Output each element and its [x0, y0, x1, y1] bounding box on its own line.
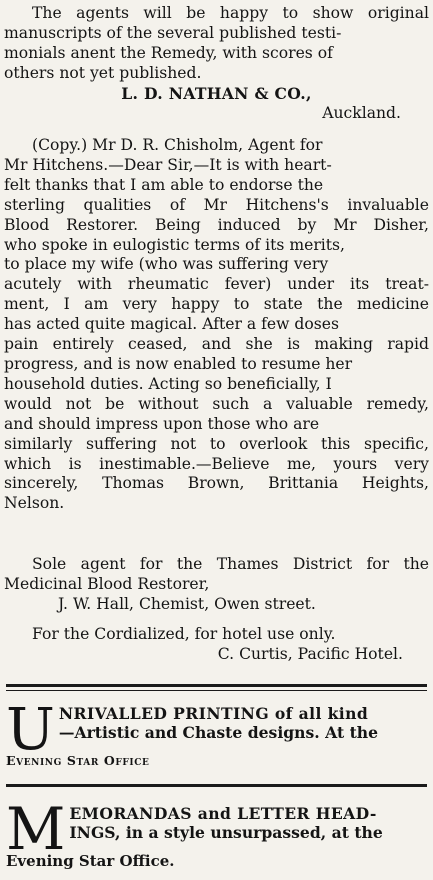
- memorandas-advertisement: [6, 795, 429, 870]
- intro-notice: [4, 4, 429, 123]
- chemist-signature: J. W. Hall, Chemist, Owen street.: [58, 594, 316, 613]
- letter-line: has acted quite magical. After a few doses: [4, 315, 340, 334]
- letter-line: acutely with rheumatic fever) under its treat-: [4, 275, 429, 294]
- letter-line: would not be without such a valuable remedy,: [4, 394, 429, 413]
- ad-line: Evening Star Office: [6, 753, 150, 768]
- letter-line: sincerely, Thomas Brown, Brittania Heights,: [4, 474, 429, 493]
- letter-line: to place my wife (who was suffering very: [4, 255, 329, 274]
- agent-signature-name: L. D. NATHAN & CO.,: [121, 83, 312, 103]
- cordialized-line: For the Cordialized, for hotel use only.: [32, 625, 336, 643]
- printing-advertisement: [6, 695, 429, 770]
- ad-line: NRIVALLED PRINTING of all kind: [58, 704, 369, 723]
- letter-line: household duties. Acting so beneficially, I: [4, 374, 332, 393]
- ad-line: INGS, in a style unsurpassed, at the: [69, 823, 383, 842]
- letter-line: who spoke in eulogistic terms of its merits,: [4, 235, 345, 254]
- letter-line: which is inestimable.—Believe me, yours very: [4, 454, 429, 473]
- ad-line: EMORANDAS and LETTER HEAD-: [69, 804, 377, 823]
- testimonial-letter: [4, 136, 429, 514]
- letter-line: felt thanks that I am able to endorse the: [4, 175, 324, 194]
- letter-line: Blood Restorer. Being induced by Mr Disher,: [4, 215, 429, 234]
- letter-line: Mr Hitchens.—Dear Sir,—It is with heart-: [4, 155, 332, 174]
- agent-signature-place: Auckland.: [322, 103, 401, 122]
- letter-line: pain entirely ceased, and she is making rapid: [4, 335, 429, 354]
- letter-line: similarly suffering not to overlook this specific,: [4, 434, 429, 453]
- agent-line: Sole agent for the Thames District for the: [32, 555, 429, 573]
- letter-line: ment, I am very happy to state the medicine: [4, 295, 429, 314]
- letter-line: and should impress upon those who are: [4, 414, 320, 433]
- section-divider: [6, 684, 427, 687]
- intro-line: The agents will be happy to show original: [32, 4, 429, 22]
- cordialized-notice: [4, 625, 429, 665]
- intro-line: others not yet published.: [4, 63, 202, 82]
- letter-line: Nelson.: [4, 494, 65, 513]
- ad-line: —Artistic and Chaste designs. At the: [58, 723, 379, 742]
- intro-line: manuscripts of the several published testi-: [4, 23, 342, 42]
- sole-agent-notice: [4, 555, 429, 615]
- letter-line: (Copy.) Mr D. R. Chisholm, Agent for: [32, 136, 323, 154]
- section-divider: [6, 784, 427, 787]
- letter-line: sterling qualities of Mr Hitchens's invaluable: [4, 195, 429, 214]
- section-divider-thin: [6, 690, 427, 691]
- drop-cap: M: [6, 795, 66, 863]
- ad-line: Evening Star Office.: [6, 852, 175, 870]
- intro-line: monials anent the Remedy, with scores of: [4, 43, 333, 62]
- drop-cap: U: [6, 695, 55, 763]
- agent-line: Medicinal Blood Restorer,: [4, 574, 210, 593]
- hotel-signature: C. Curtis, Pacific Hotel.: [217, 644, 403, 663]
- letter-line: progress, and is now enabled to resume her: [4, 354, 353, 373]
